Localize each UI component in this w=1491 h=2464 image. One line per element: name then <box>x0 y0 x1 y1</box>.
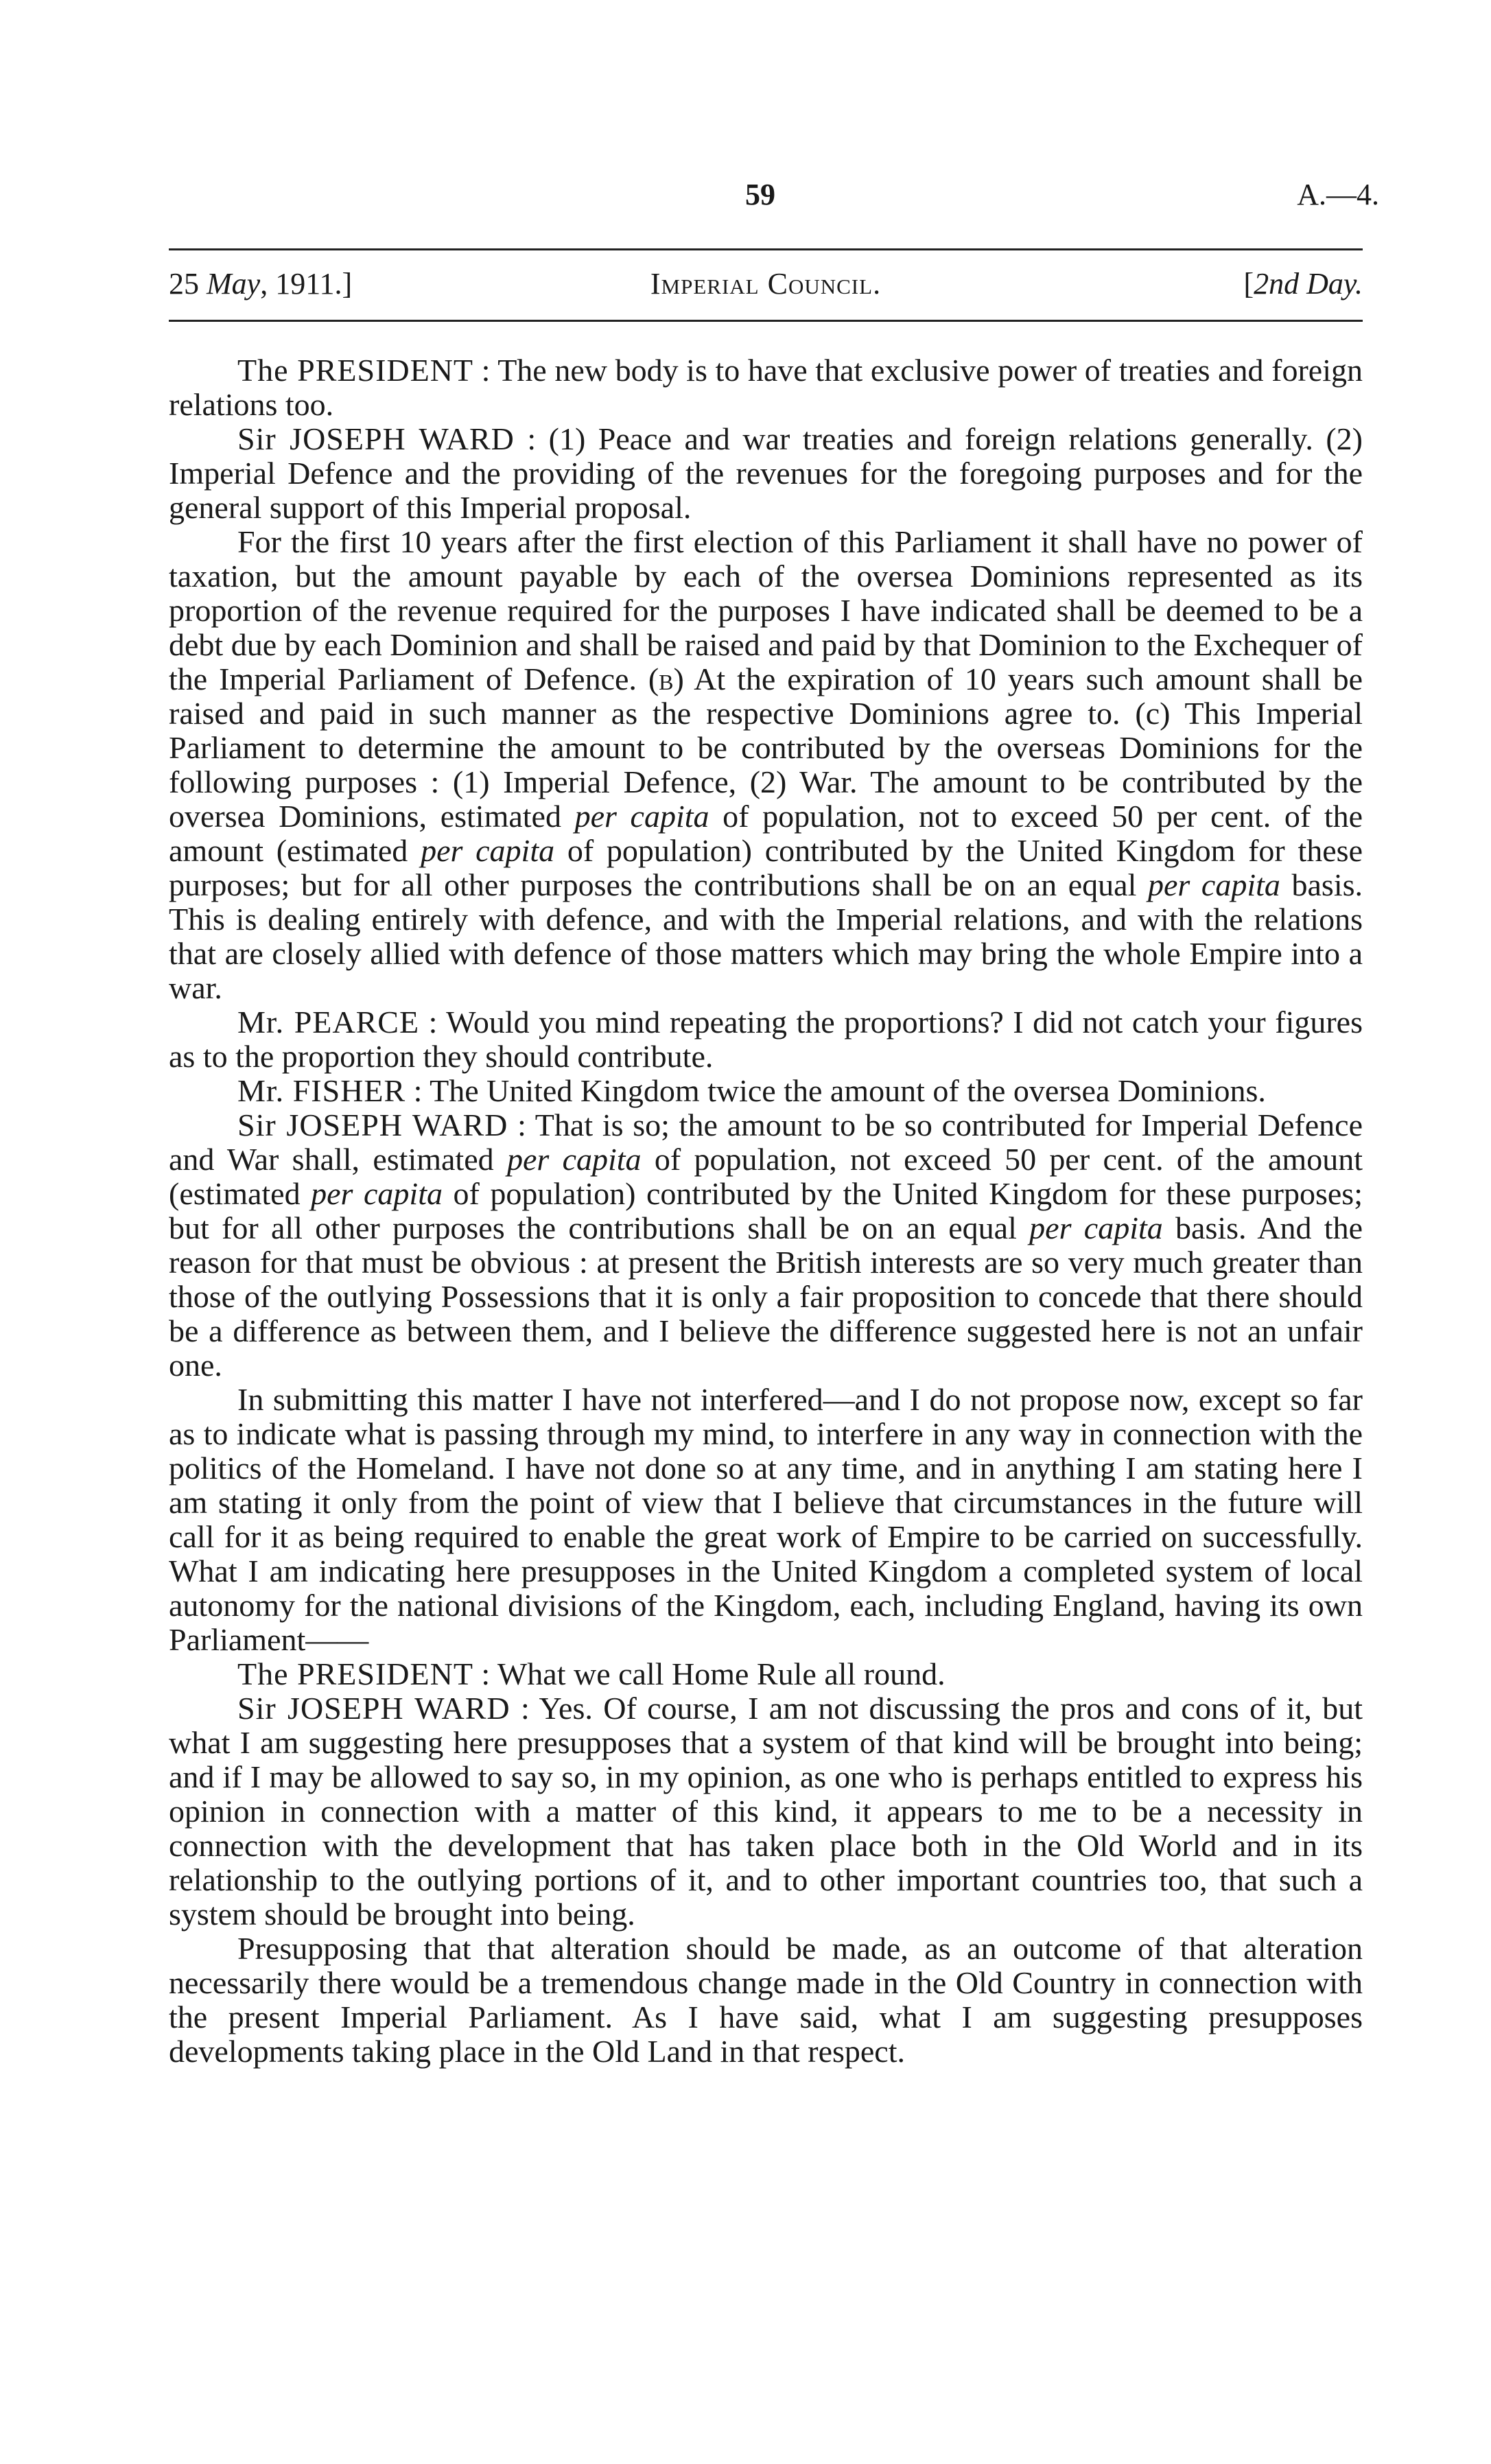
paragraph-text: of population) contributed by the United Kingdom for these purposes; but for all other purposes the contributions shall be on an equal <box>169 1176 1363 1245</box>
paragraph <box>169 1108 1363 1383</box>
document-body <box>169 353 1363 2069</box>
day-bracket: [ <box>1243 267 1254 301</box>
running-head-title: Imperial Council. <box>650 267 882 301</box>
paragraph-text: : (1) Peace and war treaties and foreign relations generally. (2) Imperial Defence and the providing of the revenues for the foregoing purposes and for the general support of this Imperial proposal. <box>169 421 1363 525</box>
paragraph-text: Presupposing that that alteration should be made, as an outcome of that alteration necessarily there would be a tremendous change made in the Old Country in connection with the present Imperial Parliament. As I have said, what I am suggesting presupposes developments taking place in the Old Land in that respect. <box>169 1931 1363 2069</box>
italic-text: per capita <box>574 799 709 834</box>
paragraph <box>169 1005 1363 1074</box>
speaker-name: Mr. FISHER <box>237 1073 406 1108</box>
paragraph-text: basis. This is dealing entirely with defence, and with the Imperial relations, and with the relations that are closely allied with defence of those matters which may bring the whole Empire into a war. <box>169 867 1363 1005</box>
date-month: May <box>207 267 261 301</box>
paragraph-text: : The new body is to have that exclusive power of treaties and foreign relations too. <box>169 353 1363 422</box>
paragraph <box>169 1074 1363 1108</box>
paragraph <box>169 353 1363 422</box>
paragraph <box>169 1657 1363 1691</box>
running-head-day <box>1243 266 1363 301</box>
paragraph-text: : Would you mind repeating the proportions? I did not catch your figures as to the proportion they should contribute. <box>169 1005 1363 1074</box>
paragraph-text: : Yes. Of course, I am not discussing the pros and cons of it, but what I am suggesting here presupposes that a system of that kind will be brought into being; and if I may be allowed to say so, in my opinion, as one who is perhaps entitled to express his opinion in connection with a matter of this kind, it appears to me to be a necessity in connection with the development that has taken place both in the Old World and in its relationship to the outlying portions of it, and to other important countries too, that such a system should be brought into being. <box>169 1691 1363 1932</box>
page-number: 59 <box>745 178 775 211</box>
speaker-name: Sir JOSEPH WARD <box>237 1107 508 1142</box>
header-rule-bottom <box>169 320 1363 322</box>
day-text: 2nd Day. <box>1254 267 1363 301</box>
paragraph <box>169 422 1363 525</box>
paragraph-text: of population) contributed by the United Kingdom for these purposes; but for all other purposes the contributions shall be on an equal <box>169 833 1363 902</box>
italic-text: per capita <box>506 1142 642 1177</box>
header-rule-top <box>169 248 1363 250</box>
paragraph-text: For the first 10 years after the first election of this Parliament it shall have no power of taxation, but the amount payable by each of the oversea Dominions represented as its proportion of the revenue required for the purposes I have indicated shall be deemed to be a debt due by each Dominion and shall be raised and paid by that Dominion to the Exchequer of the Imperial Parliament of Defence. ( <box>169 524 1363 696</box>
running-head <box>169 266 1363 307</box>
italic-text: per capita <box>1029 1210 1163 1245</box>
italic-text: per capita <box>421 833 555 868</box>
paragraph <box>169 1932 1363 2069</box>
speaker-name: Sir JOSEPH WARD <box>237 1691 510 1726</box>
paragraph-text: ) At the expiration of 10 years such amount shall be raised and paid in such manner as the respective Dominions agree to. (c) This Imperial Parliament to determine the amount to be contributed by the overseas Dominions for the following purposes : (1) Imperial Defence, (2) War. The amount to be contributed by the oversea Dominions, estimated <box>169 661 1363 834</box>
paragraph-text: b <box>659 661 674 696</box>
italic-text: per capita <box>311 1176 443 1211</box>
paragraph-text: In submitting this matter I have not interfered—and I do not propose now, except so far as to indicate what is passing through my mind, to interfere in any way in connection with the politics of the Homeland. I have not done so at any time, and in anything I am stating here I am stating it only from the point of view that I believe that circumstances in the future will call for it as being required to enable the great work of Empire to be carried on successfully. What I am indicating here presupposes in the United Kingdom a completed system of local autonomy for the national divisions of the Kingdom, each, including England, having its own Parliament—— <box>169 1382 1363 1657</box>
paragraph-text: basis. And the reason for that must be obvious : at present the British interests are so very much greater than those of the outlying Possessions that it is only a fair proposition to concede that there should be a difference as between them, and I believe the difference suggested here is not an unfair one. <box>169 1210 1363 1383</box>
date-suffix: , 1911.] <box>260 267 353 301</box>
paragraph <box>169 1691 1363 1932</box>
paragraph-text: : That is so; the amount to be so contributed for Imperial Defence and War shall, estimated <box>169 1107 1363 1177</box>
paragraph-text: : The United Kingdom twice the amount of the oversea Dominions. <box>406 1073 1266 1108</box>
speaker-name: Mr. PEARCE <box>237 1005 420 1040</box>
speaker-name: The PRESIDENT <box>237 1656 473 1691</box>
paragraph <box>169 1383 1363 1657</box>
paragraph-text: : What we call Home Rule all round. <box>473 1656 946 1691</box>
paragraph-text: of population, not exceed 50 per cent. of the amount (estimated <box>169 1142 1363 1211</box>
speaker-name: Sir JOSEPH WARD <box>237 421 515 456</box>
speaker-name: The PRESIDENT <box>237 353 474 388</box>
date-prefix: 25 <box>169 267 207 301</box>
italic-text: per capita <box>1147 867 1280 902</box>
document-reference: A.—4. <box>1297 178 1379 211</box>
paragraph-text: of population, not to exceed 50 per cent. of the amount (estimated <box>169 799 1363 868</box>
paragraph <box>169 525 1363 1005</box>
